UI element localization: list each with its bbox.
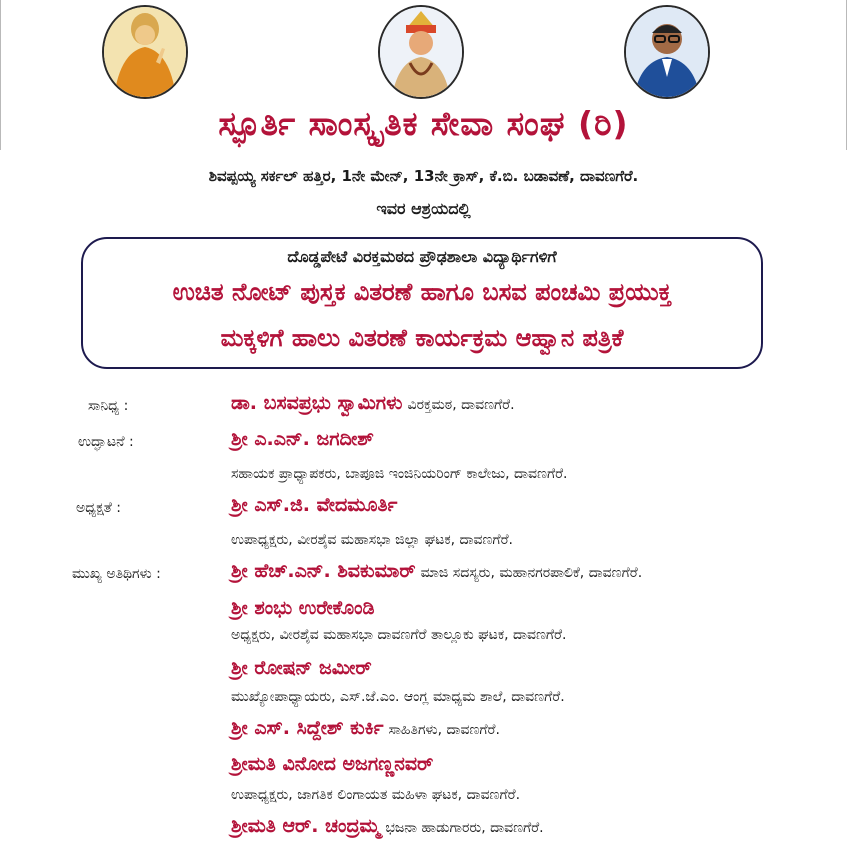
invitation-audience: ದೊಡ್ಡಪೇಟೆ ವಿರಕ್ತಮಠದ ಪ್ರೌಢಶಾಲಾ ವಿದ್ಯಾರ್ಥಿಗಳಿಗೆ	[287, 247, 557, 266]
guest-name: ಶ್ರೀ ಎಸ್. ಸಿದ್ದೇಶ್ ಕುರ್ಕಿ	[231, 717, 384, 739]
patronage-line: ಇವರ ಆಶ್ರಯದಲ್ಲಿ	[376, 199, 471, 218]
role-inauguration: ಉದ್ಘಾಟನೆ :	[78, 434, 134, 450]
guest-name: ಶ್ರೀಮತಿ ವಿನೋದ ಅಜಗಣ್ಣನವರ್	[231, 753, 434, 775]
org-name: ಸ್ಫೂರ್ತಿ ಸಾಂಸ್ಕೃತಿಕ ಸೇವಾ ಸಂಘ (ರಿ)	[218, 104, 629, 143]
guest-name: ಶ್ರೀ ರೋಷನ್ ಜಮೀರ್	[231, 657, 372, 679]
inauguration-desc: ಸಹಾಯಕ ಪ್ರಾಧ್ಯಾಪಕರು, ಬಾಪೂಜಿ ಇಂಜಿನಿಯರಿಂಗ್ ಕಾಲೇಜು, ದಾವಣಗೆರೆ.	[231, 466, 568, 482]
guest-desc: ಸಾಹಿತಿಗಳು, ದಾವಣಗೆರೆ.	[388, 722, 500, 738]
inauguration-name: ಶ್ರೀ ಎ.ಎನ್. ಜಗದೀಶ್	[231, 428, 374, 450]
presence-desc: ವಿರಕ್ತಮಠ, ದಾವಣಗೆರೆ.	[407, 397, 515, 413]
role-presence: ಸಾನಿಧ್ಯ :	[88, 398, 129, 414]
guest-name: ಶ್ರೀಮತಿ ಆರ್. ಚಂದ್ರಮ್ಮ	[231, 815, 381, 837]
invitation-box	[81, 237, 763, 369]
presence-name: ಡಾ. ಬಸವಪ್ರಭು ಸ್ವಾಮಿಗಳು	[231, 392, 403, 414]
presidency-desc: ಉಪಾಧ್ಯಕ್ಷರು, ವೀರಶೈವ ಮಹಾಸಭಾ ಜಿಲ್ಲಾ ಘಟಕ, ದಾವಣಗೆರೆ.	[231, 532, 513, 548]
presence-entry	[231, 392, 515, 414]
guest-entry	[231, 717, 500, 739]
buddha-portrait	[102, 5, 188, 99]
invitation-headline-1: ಉಚಿತ ನೋಟ್ ಪುಸ್ತಕ ವಿತರಣೆ ಹಾಗೂ ಬಸವ ಪಂಚಮಿ ಪ್ರಯುಕ್ತ	[172, 278, 672, 306]
guest-entry	[231, 815, 544, 837]
org-address: ಶಿವಪ್ಪಯ್ಯ ಸರ್ಕಲ್ ಹತ್ತಿರ, 1ನೇ ಮೇನ್, 13ನೇ ಕ್ರಾಸ್, ಕೆ.ಬಿ. ಬಡಾವಣೆ, ದಾವಣಗೆರೆ.	[208, 167, 639, 185]
invitation-headline-2: ಮಕ್ಕಳಿಗೆ ಹಾಲು ವಿತರಣೆ ಕಾರ್ಯಕ್ರಮ ಆಹ್ವಾನ ಪತ್ರಿಕೆ	[220, 324, 624, 352]
guest-desc: ಭಜನಾ ಹಾಡುಗಾರರು, ದಾವಣಗೆರೆ.	[385, 820, 544, 836]
guest-desc: ಮುಖ್ಯೋಪಾಧ್ಯಾಯರು, ಎಸ್.ಜೆ.ಎಂ. ಆಂಗ್ಲ ಮಾಧ್ಯಮ ಶಾಲೆ, ದಾವಣಗೆರೆ.	[231, 689, 565, 705]
guest-name: ಶ್ರೀ ಹೆಚ್.ಎನ್. ಶಿವಕುಮಾರ್	[231, 560, 416, 582]
guest-desc: ಉಪಾಧ್ಯಕ್ಷರು, ಜಾಗತಿಕ ಲಿಂಗಾಯತ ಮಹಿಳಾ ಘಟಕ, ದಾವಣಗೆರೆ.	[231, 787, 521, 803]
role-presidency: ಅಧ್ಯಕ್ಷತೆ :	[76, 500, 121, 516]
guest-desc: ಮಾಜಿ ಸದಸ್ಯರು, ಮಹಾನಗರಪಾಲಿಕೆ, ದಾವಣಗೆರೆ.	[420, 565, 643, 581]
basavanna-portrait	[378, 5, 464, 99]
guest-desc: ಅಧ್ಯಕ್ಷರು, ವೀರಶೈವ ಮಹಾಸಭಾ ದಾವಣಗೆರೆ ತಾಲ್ಲೂಕು ಘಟಕ, ದಾವಣಗೆರೆ.	[231, 627, 567, 643]
ambedkar-portrait	[624, 5, 710, 99]
role-chief-guests: ಮುಖ್ಯ ಅತಿಥಿಗಳು :	[72, 566, 161, 582]
guest-name: ಶ್ರೀ ಶಂಭು ಉರೇಕೊಂಡಿ	[231, 597, 375, 619]
guest-entry	[231, 560, 642, 582]
presidency-name: ಶ್ರೀ ಎಸ್.ಜಿ. ವೇದಮೂರ್ತಿ	[231, 494, 398, 516]
